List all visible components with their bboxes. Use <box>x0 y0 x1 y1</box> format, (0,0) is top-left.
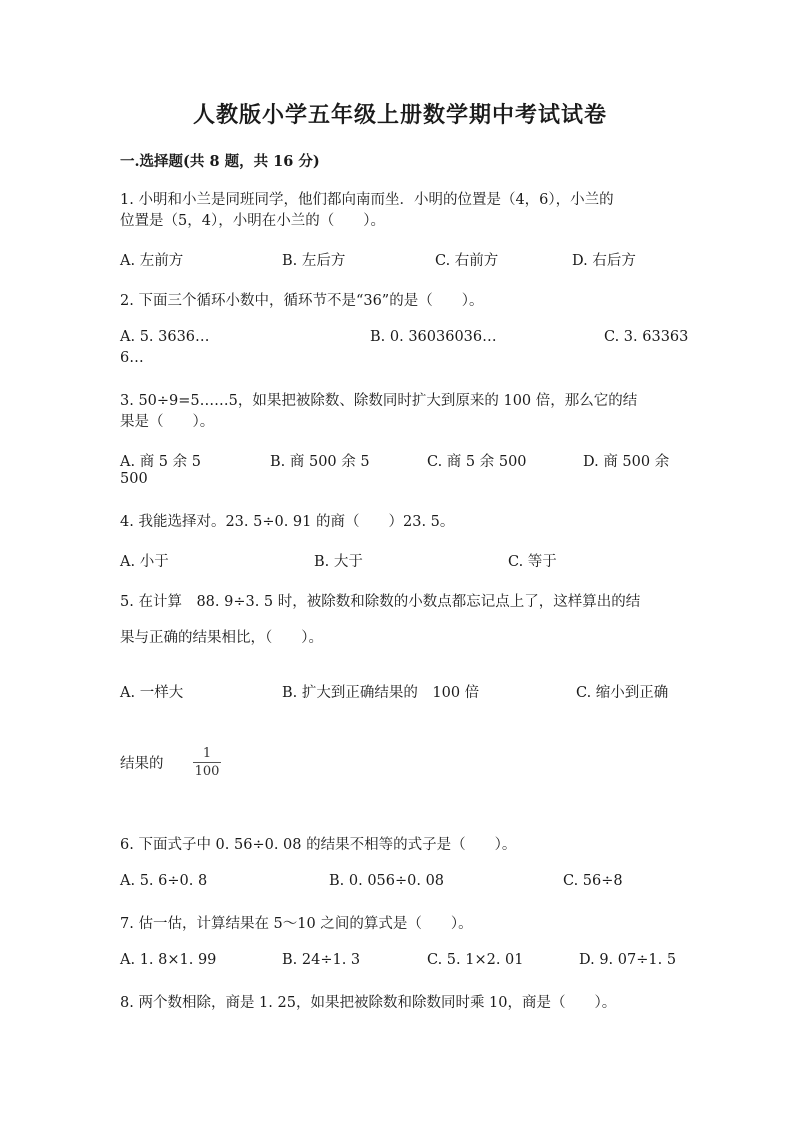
question-5-option-b: B. 扩大到正确结果的 100 倍 <box>282 685 480 701</box>
question-3-option-d-continued: 500 <box>120 471 148 487</box>
question-2-option-a: A. 5. 3636… <box>120 329 210 345</box>
fraction-bar <box>193 762 221 763</box>
question-3-option-a: A. 商 5 余 5 <box>120 454 201 470</box>
question-7-line-1: 7. 估一估，计算结果在 5～10 之间的算式是（ ）。 <box>120 916 473 932</box>
question-5-line-1: 5. 在计算 88. 9÷3. 5 时，被除数和除数的小数点都忘记点上了，这样算出的结 <box>120 594 641 610</box>
question-1-option-c: C. 右前方 <box>435 253 499 269</box>
question-3-option-b: B. 商 500 余 5 <box>270 454 370 470</box>
question-7-option-a: A. 1. 8×1. 99 <box>120 952 217 968</box>
question-6-option-a: A. 5. 6÷0. 8 <box>120 873 208 889</box>
fraction-one-hundredth <box>193 746 221 779</box>
question-3-option-c: C. 商 5 余 500 <box>427 454 527 470</box>
fraction-denominator: 100 <box>194 764 220 779</box>
fraction-numerator: 1 <box>202 746 212 761</box>
question-4-option-a: A. 小于 <box>120 554 169 570</box>
section-heading: 一.选择题(共 8 题，共 16 分) <box>120 153 320 170</box>
question-2-option-c: C. 3. 63363 <box>604 329 689 345</box>
question-1-option-a: A. 左前方 <box>120 253 184 269</box>
question-4-line-1: 4. 我能选择对。23. 5÷0. 91 的商（ ）23. 5。 <box>120 514 455 530</box>
question-6-line-1: 6. 下面式子中 0. 56÷0. 08 的结果不相等的式子是（ ）。 <box>120 837 517 853</box>
question-2-option-c-continued: 6… <box>120 350 144 366</box>
question-3-option-d: D. 商 500 余 <box>583 454 670 470</box>
page-title: 人教版小学五年级上册数学期中考试试卷 <box>192 102 607 128</box>
question-5-option-a: A. 一样大 <box>120 685 184 701</box>
question-5-option-c-continued: 结果的 <box>120 756 164 772</box>
question-5-option-c: C. 缩小到正确 <box>576 685 669 701</box>
question-3-line-2: 果是（ ）。 <box>120 414 215 430</box>
question-3-line-1: 3. 50÷9=5……5，如果把被除数、除数同时扩大到原来的 100 倍，那么它的结 <box>120 393 638 409</box>
question-1-line-2: 位置是（5，4），小明在小兰的（ ）。 <box>120 213 385 229</box>
question-4-option-b: B. 大于 <box>314 554 363 570</box>
question-2-line-1: 2. 下面三个循环小数中，循环节不是“36”的是（ ）。 <box>120 293 484 309</box>
question-1-option-d: D. 右后方 <box>572 253 636 269</box>
question-2-option-b: B. 0. 36036036… <box>370 329 497 345</box>
question-4-option-c: C. 等于 <box>508 554 557 570</box>
question-6-option-b: B. 0. 056÷0. 08 <box>329 873 445 889</box>
question-7-option-d: D. 9. 07÷1. 5 <box>579 952 677 968</box>
question-6-option-c: C. 56÷8 <box>563 873 623 889</box>
question-8-line-1: 8. 两个数相除，商是 1. 25，如果把被除数和除数同时乘 10，商是（ ）。 <box>120 995 617 1011</box>
question-7-option-c: C. 5. 1×2. 01 <box>427 952 524 968</box>
question-1-line-1: 1. 小明和小兰是同班同学，他们都向南而坐．小明的位置是（4，6），小兰的 <box>120 192 614 208</box>
question-7-option-b: B. 24÷1. 3 <box>282 952 361 968</box>
question-1-option-b: B. 左后方 <box>282 253 346 269</box>
question-5-line-2: 果与正确的结果相比，（ ）。 <box>120 630 323 646</box>
